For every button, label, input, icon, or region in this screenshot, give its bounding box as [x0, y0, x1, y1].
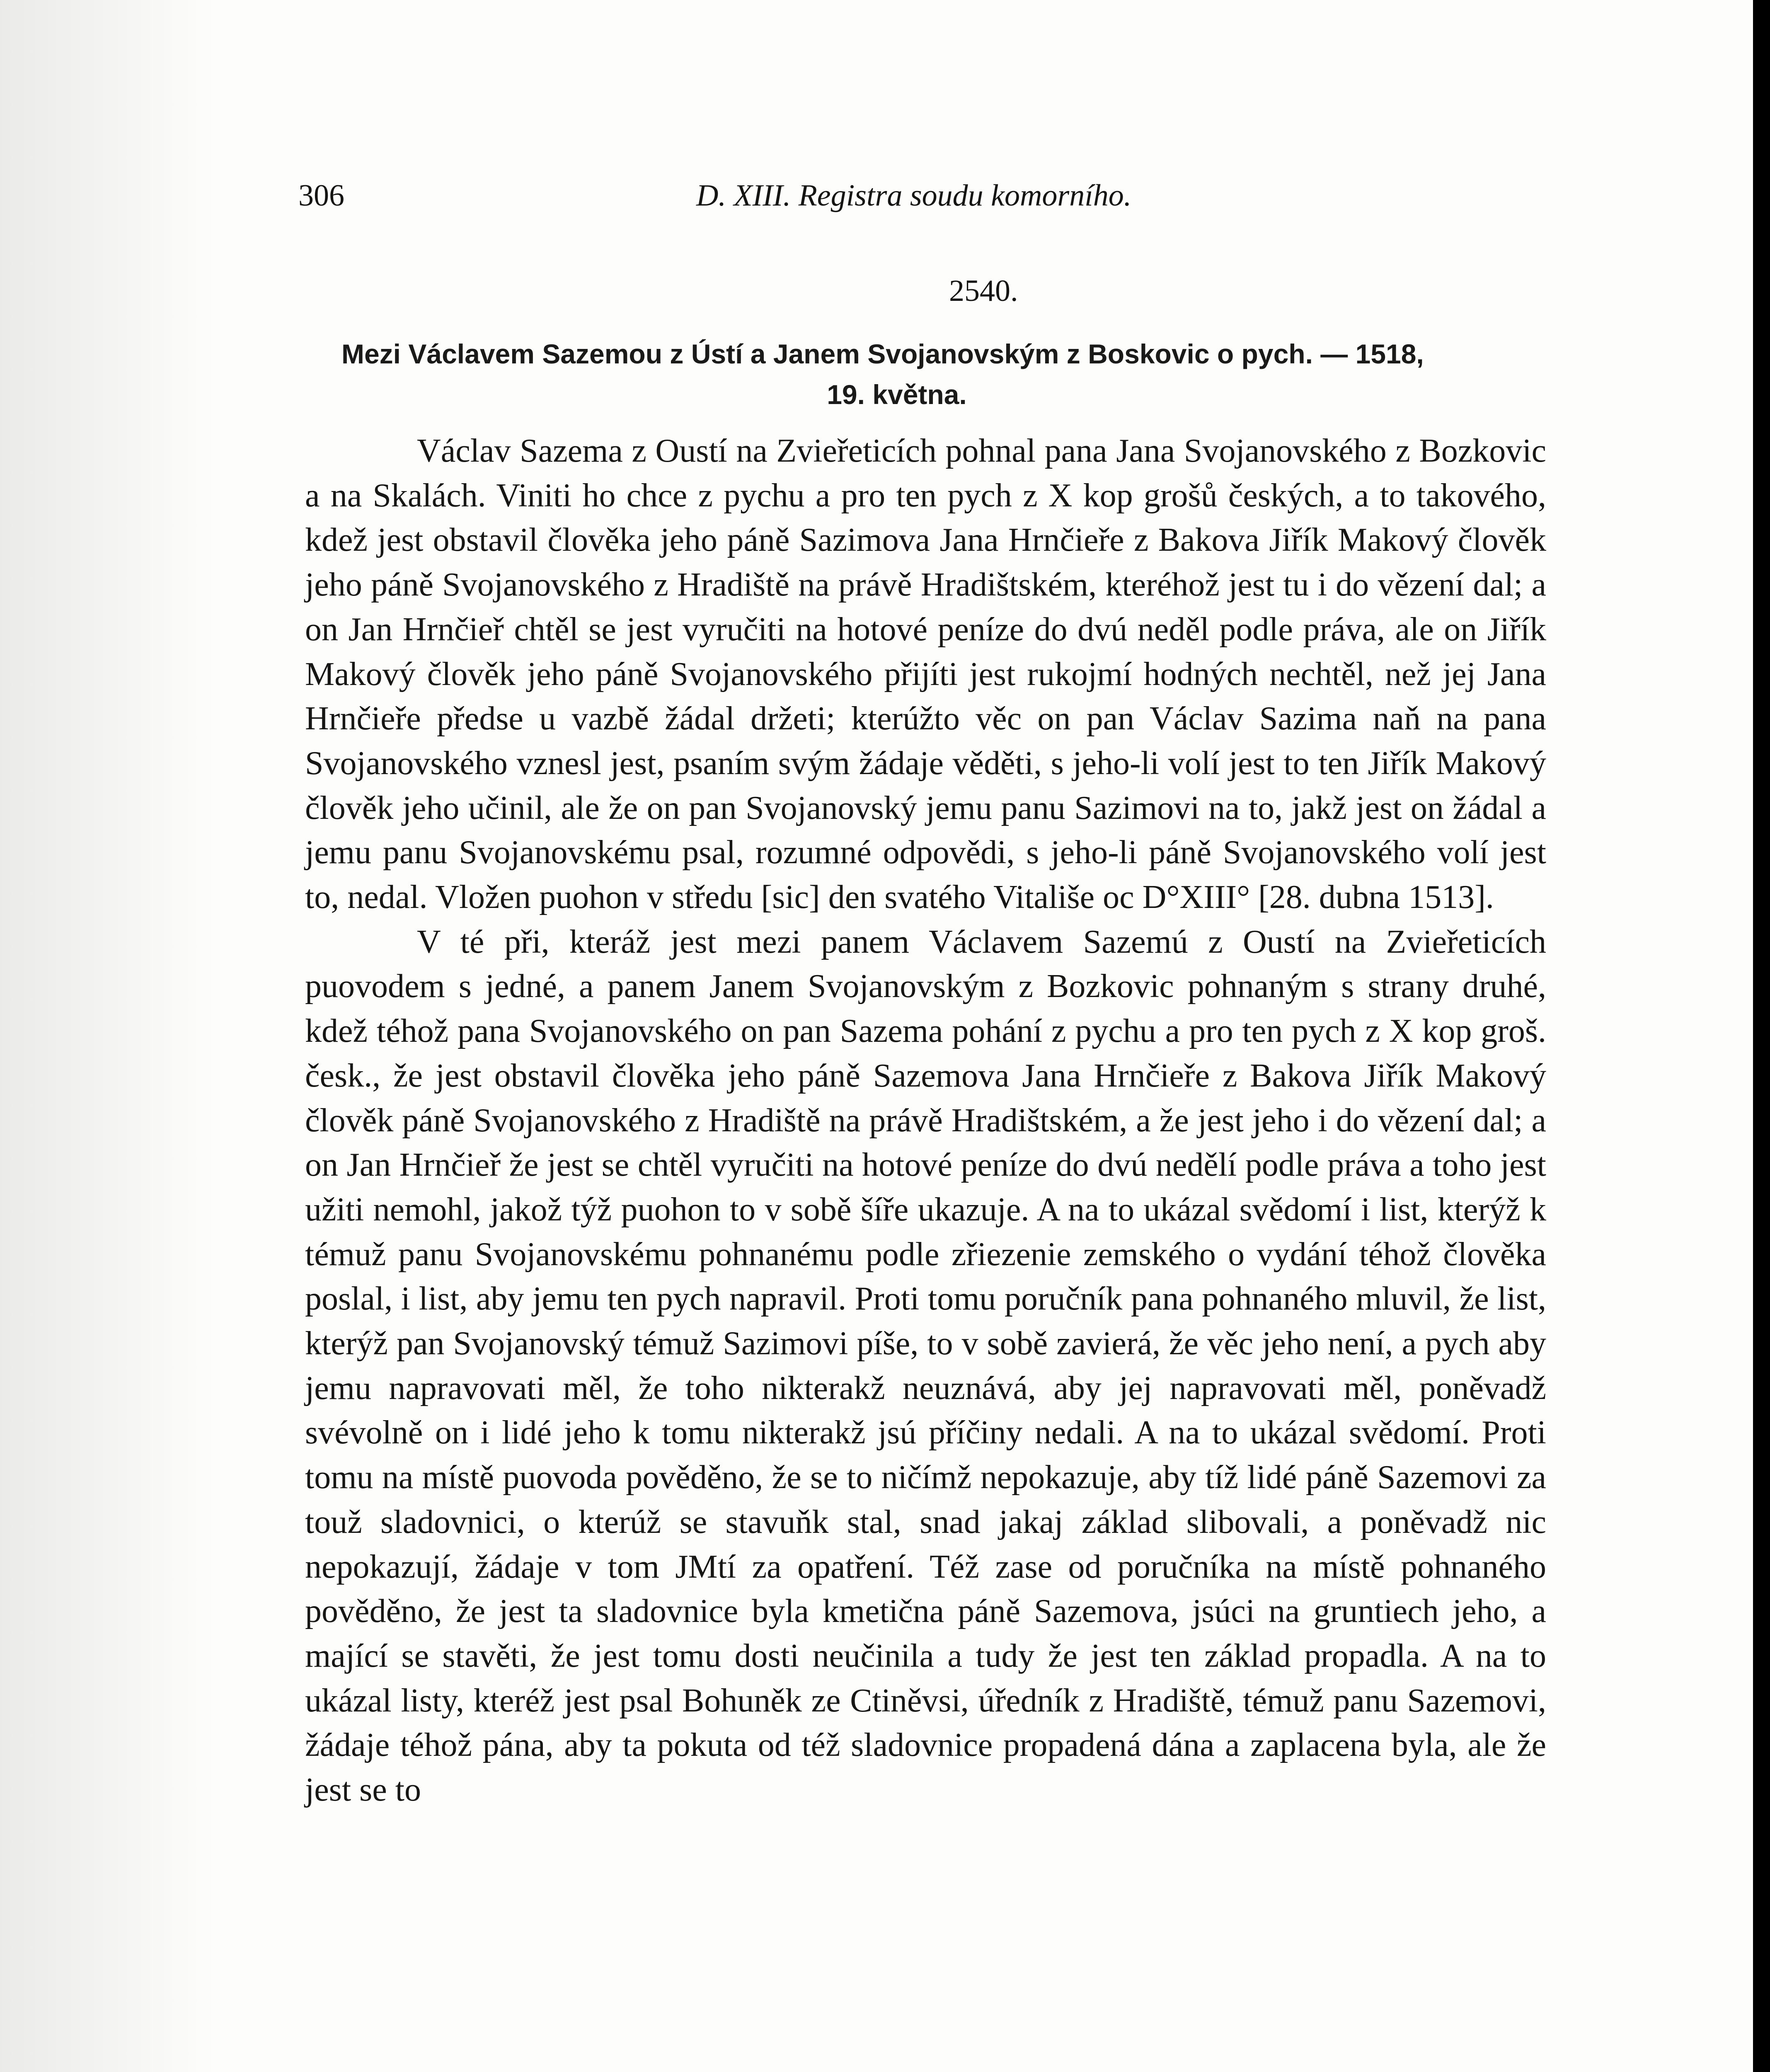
entry-heading [341, 334, 1543, 415]
entry-body [305, 429, 1546, 1813]
page-header [0, 178, 1753, 236]
paragraph-summons: Václav Sazema z Oustí na Zvieřeticích pohnal pana Jana Svojanovského z Bozkovic a na Skalách. Viniti ho chce z pychu a pro ten pych z X kop grošů českých, a to takového, kdež jest obstavil člověka jeho páně Sazimova Jana Hrnčieře z Bakova Jiřík Makový člověk jeho páně Svojanovského z Hradiště na právě Hradištském, kteréhož jest tu i do vězení dal; a on Jan Hrnčieř chtěl se jest vyručiti na hotové peníze do dvú neděl podle práva, ale on Jiřík Makový člověk jeho páně Svojanovského přijíti jest rukojmí hodných nechtěl, než jej Jana Hrnčieře předse u vazbě žádal držeti; kterúžto věc on pan Václav Sazima naň na pana Svojanovského vznesl jest, psaním svým žádaje věděti, s jeho-li volí jest to ten Jiřík Makový člověk jeho učinil, ale že on pan Svojanovský jemu panu Sazimovi na to, jakž jest on žádal a jemu panu Svojanovskému psal, rozumné odpovědi, s jeho-li páně Svojanovského volí jest to, nedal. Vložen puohon v středu [sic] den svatého Vitališe oc D°XIII° [28. dubna 1513]. [305, 433, 1546, 916]
running-head: D. XIII. Registra soudu komorního. [696, 179, 1132, 213]
paragraph-proceedings: V té při, kteráž jest mezi panem Václavem Sazemú z Oustí na Zvieřeticích puovodem s jedné, a panem Janem Svojanovským z Bozkovic pohnaným s strany druhé, kdež téhož pana Svojanovského on pan Sazema pohání z pychu a pro ten pych z X kop groš. česk., že jest obstavil člověka jeho páně Sazemova Jana Hrnčieře z Bakova Jiřík Makový člověk páně Svojanovského z Hradiště na právě Hradištském, a že jest jeho i do vězení dal; a on Jan Hrnčieř že jest se chtěl vyručiti na hotové peníze do dvú nedělí podle práva a toho jest užiti nemohl, jakož týž puohon to v sobě šíře ukazuje. A na to ukázal svědomí i list, kterýž k témuž panu Svojanovskému pohnanému podle zřiezenie zemského o vydání téhož člověka poslal, i list, aby jemu ten pych napravil. Proti tomu poručník pana pohnaného mluvil, že list, kterýž pan Svojanovský témuž Sazimovi píše, to v sobě zavierá, že věc jeho není, a pych aby jemu napravovati měl, že toho nikterakž neuznává, aby jej napravovati měl, poněvadž svévolně on i lidé jeho k tomu nikterakž jsú příčiny nedali. A na to ukázal svědomí. Proti tomu na místě puovoda pověděno, že se to ničímž nepokazuje, aby tíž lidé páně Sazemovi za touž sladovnici, o kterúž se stavuňk stal, snad jakaj základ slibovali, a poněvadž nic nepokazují, žádaje v tom JMtí za opatření. Též zase od poručníka na místě pohnaného pověděno, že jest ta sladovnice byla kmetična páně Sazemova, jsúci na gruntiech jeho, a mající se stavěti, že jest tomu dosti neučinila a tudy že jest ten základ propadla. A na to ukázal listy, kteréž jest psal Bohuněk ze Ctiněvsi, úředník z Hradiště, témuž panu Sazemovi, žádaje téhož pána, aby ta pokuta od též sladovnice propadená dána a zaplacena byla, ale že jest se to [305, 923, 1546, 1808]
page-edge-shadow [0, 0, 215, 2072]
entry-heading-text: Mezi Václavem Sazemou z Ústí a Janem Svojanovským z Boskovic o pych. — 1518, [341, 339, 1424, 369]
entry-heading-date: 19. května. [827, 379, 967, 410]
entry-number: 2540. [949, 274, 1018, 308]
page-number: 306 [298, 179, 344, 213]
